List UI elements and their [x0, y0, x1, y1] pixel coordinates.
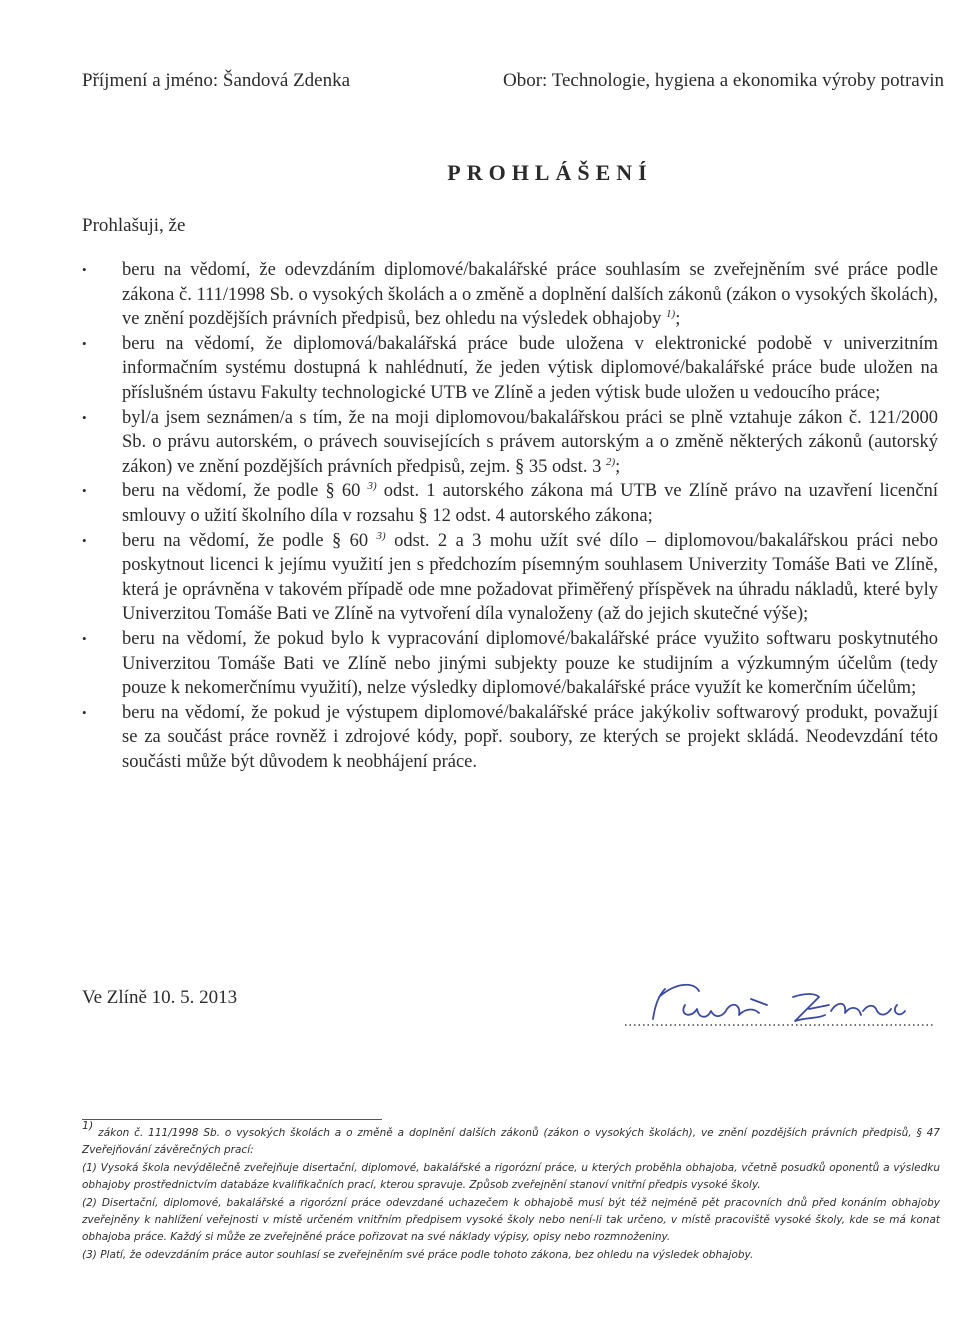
- place-date: Ve Zlíně 10. 5. 2013: [82, 987, 238, 1008]
- student-name: Příjmení a jméno: Šandová Zdenka: [82, 70, 351, 91]
- signature: [615, 975, 935, 1035]
- header: [82, 70, 944, 92]
- footnote: (2) Disertační, diplomové, bakalářské a rigorózní práce odevzdané uchazečem k obhajobě musí být též nejméně pět pracovních dnů před konáním obhajoby zveřejněny k nahlížení veřejnosti v místě určeném vnitřním předpisem vysoké školy nebo není-li tak určeno, v místě pracoviště vysoké školy, kde se má konat obhajoba práce. Každý si může ze zveřejněné práce pořizovat na své náklady výpisy, opisy nebo rozmnoženiny.: [82, 1196, 940, 1244]
- study-field: Obor: Technologie, hygiena a ekonomika výroby potravin: [502, 70, 944, 91]
- footnote: $^{1)}$ zákon č. 111/1998 Sb. o vysokých školách a o změně a doplnění dalších zákonů (zákon o vysokých školách), ve znění pozdějších právních předpisů, § 47 Zveřejňování závěrečných prací:: [82, 1119, 940, 1157]
- footnote: (1) Vysoká škola nevýdělečně zveřejňuje disertační, diplomové, bakalářské a rigorózní práce, u kterých proběhla obhajoba, včetně posudků oponentů a výsledku obhajoby prostřednictvím databáze kvalifikačních prací, kterou spravuje. Způsob zveřejnění stanoví vnitřní předpis vysoké školy.: [82, 1161, 940, 1192]
- declaration-item: • beru na vědomí, že podle § 60 $^{3)}$ odst. 1 autorského zákona má UTB ve Zlíně právo na uzavření licenční smlouvy o užití školního díla v rozsahu § 12 odst. 4 autorského zákona;: [82, 479, 938, 528]
- declaration-item: • beru na vědomí, že odevzdáním diplomové/bakalářské práce souhlasím se zveřejněním své práce podle zákona č. 111/1998 Sb. o vysokých školách a o změně a doplnění dalších zákonů (zákon o vysokých školách), ve znění pozdějších právních předpisů, bez ohledu na výsledek obhajoby $^{1)}$;: [82, 258, 938, 332]
- declaration-item: • byl/a jsem seznámen/a s tím, že na moji diplomovou/bakalářskou práci se plně vztahuje zákon č. 121/2000 Sb. o právu autorském, o právech souvisejících s právem autorským a o změně některých zákonů (autorský zákon) ve znění pozdějších právních předpisů, zejm. § 35 odst. 3 $^{2)}$;: [82, 406, 938, 480]
- intro-text: Prohlašuji, že: [82, 215, 186, 236]
- declaration-list: [82, 258, 938, 774]
- declaration-item: • beru na vědomí, že pokud je výstupem diplomové/bakalářské práce jakýkoliv softwarový produkt, považují se za součást práce rovněž i zdrojové kódy, popř. soubory, ze kterých se projekt skládá. Neodevzdání této součásti může být důvodem k neobhájení práce.: [82, 701, 938, 775]
- footnote: (3) Platí, že odevzdáním práce autor souhlasí se zveřejněním své práce podle tohoto zákona, bez ohledu na výsledek obhajoby.: [82, 1248, 754, 1261]
- footnotes: [82, 1119, 940, 1264]
- declaration-item: • beru na vědomí, že podle § 60 $^{3)}$ odst. 2 a 3 mohu užít své dílo – diplomovou/bakalářskou práci nebo poskytnout licenci k jejímu využití jen s předchozím písemným souhlasem Univerzity Tomáše Bati ve Zlíně, která je oprávněna v takovém případě ode mne požadovat přiměřený příspěvek na úhradu nákladů, které byly Univerzitou Tomáše Bati ve Zlíně na vytvoření díla vynaloženy (až do jejich skutečné výše);: [82, 529, 938, 627]
- page-title: PROHLÁŠENÍ: [447, 160, 653, 185]
- declaration-item: • beru na vědomí, že diplomová/bakalářská práce bude uložena v elektronické podobě v univerzitním informačním systému dostupná k nahlédnutí, že jeden výtisk diplomové/bakalářské práce bude uložen na příslušném ústavu Fakulty technologické UTB ve Zlíně a jeden výtisk bude uložen u vedoucího práce;: [82, 332, 938, 406]
- declaration-item: • beru na vědomí, že pokud bylo k vypracování diplomové/bakalářské práce využito softwaru poskytnutého Univerzitou Tomáše Bati ve Zlíně nebo jinými subjekty pouze ke studijním a výzkumným účelům (tedy pouze k nekomerčnímu využití), nelze výsledky diplomové/bakalářské práce využít ke komerčním účelům;: [82, 627, 938, 701]
- footnote-divider: [82, 1119, 382, 1120]
